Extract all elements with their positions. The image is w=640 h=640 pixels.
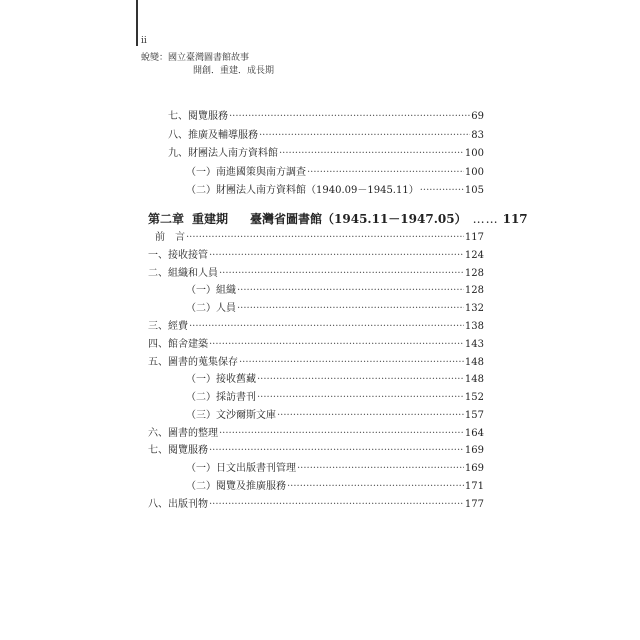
toc-entry-label: 七、閱覽服務 bbox=[168, 111, 228, 122]
toc-entry bbox=[186, 184, 484, 198]
dot-leader bbox=[287, 480, 464, 494]
toc-entry-label: （二）閱覽及推廣服務 bbox=[186, 481, 286, 492]
dot-leader bbox=[277, 409, 464, 423]
toc-entry bbox=[148, 267, 484, 281]
running-head-subtitle: 開創．重建．成長期 bbox=[193, 66, 275, 76]
toc-entry-label: 二、組織和人員 bbox=[148, 268, 218, 279]
toc-entry-label: 九、財團法人南方資料館 bbox=[168, 148, 278, 159]
toc-entry-label: 三、經費 bbox=[148, 321, 188, 332]
toc-entry bbox=[186, 302, 484, 316]
dot-leader bbox=[297, 462, 464, 476]
toc-entry-label: （一）接收舊藏 bbox=[186, 374, 256, 385]
dot-leader bbox=[186, 231, 464, 245]
toc-entry-label: 六、圖書的整理 bbox=[148, 428, 218, 439]
toc-entry-label: 四、館舍建築 bbox=[148, 339, 208, 350]
toc-entry-label: （二）財團法人南方資料館（1940.09－1945.11） bbox=[186, 185, 419, 196]
toc-entry-page: 164 bbox=[464, 428, 484, 439]
toc-entry-page: 157 bbox=[464, 410, 484, 421]
toc-entry-label: （一）組織 bbox=[186, 285, 236, 296]
running-head-title: 蛻變：國立臺灣圖書館故事 bbox=[141, 53, 250, 63]
toc-entry-page: 152 bbox=[464, 392, 484, 403]
toc-entry bbox=[148, 338, 484, 352]
toc-entry-page: 100 bbox=[464, 148, 484, 159]
toc-entry-label: 八、推廣及輔導服務 bbox=[168, 130, 258, 141]
toc-entry bbox=[148, 427, 484, 441]
dot-leader bbox=[420, 184, 464, 198]
dot-leader bbox=[259, 129, 470, 143]
toc-entry-page: 169 bbox=[464, 463, 484, 474]
toc-entry-page: 143 bbox=[464, 339, 484, 350]
toc-entry-page: 124 bbox=[464, 250, 484, 261]
toc-entry-page: 83 bbox=[471, 130, 484, 141]
toc-entry bbox=[148, 444, 484, 458]
toc-entry-label: （二）人員 bbox=[186, 303, 236, 314]
toc-entry-page: 100 bbox=[464, 167, 484, 178]
toc-entry-label: （一）南進國策與南方調查 bbox=[186, 167, 306, 178]
toc-entry-page: 128 bbox=[464, 285, 484, 296]
toc-entry-page: 138 bbox=[464, 321, 484, 332]
chapter-subtitle: 臺灣省圖書館（1945.11－1947.05） bbox=[250, 212, 467, 226]
toc-entry-page: 169 bbox=[464, 445, 484, 456]
toc-entry bbox=[168, 147, 484, 161]
toc-entry bbox=[186, 462, 484, 476]
toc-entry bbox=[186, 391, 484, 405]
chapter-page: 117 bbox=[502, 212, 528, 226]
toc-entry-label: （二）採訪書刊 bbox=[186, 392, 256, 403]
toc-entry bbox=[148, 356, 484, 370]
toc-entry-label: 一、接收接管 bbox=[148, 250, 208, 261]
toc-entry-label: 五、圖書的蒐集保存 bbox=[148, 357, 238, 368]
toc-entry bbox=[148, 320, 484, 334]
dot-leader bbox=[209, 338, 464, 352]
toc-entry bbox=[168, 110, 484, 124]
dot-leader bbox=[189, 320, 464, 334]
toc-entry bbox=[148, 498, 484, 512]
dot-leader bbox=[257, 391, 464, 405]
dot-leader bbox=[239, 356, 464, 370]
chapter-title: 重建期 bbox=[192, 212, 229, 226]
toc-entry bbox=[186, 480, 484, 494]
chapter-heading bbox=[148, 211, 528, 227]
toc-entry bbox=[148, 249, 484, 263]
toc-entry-page: 177 bbox=[464, 499, 484, 510]
toc-entry bbox=[168, 129, 484, 143]
dot-leader bbox=[209, 249, 464, 263]
header-rule bbox=[136, 0, 138, 46]
toc-entry bbox=[186, 373, 484, 387]
dot-leader bbox=[219, 267, 464, 281]
dot-leader bbox=[279, 147, 464, 161]
dot-leader bbox=[229, 110, 470, 124]
dot-leader bbox=[237, 284, 464, 298]
toc-entry-page: 148 bbox=[464, 374, 484, 385]
toc-entry-page: 171 bbox=[464, 481, 484, 492]
toc-entry-page: 128 bbox=[464, 268, 484, 279]
toc-entry-label: （三）文沙爾斯文庫 bbox=[186, 410, 276, 421]
chapter-number: 第二章 bbox=[148, 212, 185, 226]
toc-entry-page: 117 bbox=[464, 232, 484, 243]
dot-leader bbox=[209, 498, 464, 512]
chapter-dot-leader: …… bbox=[472, 212, 499, 226]
toc-entry bbox=[186, 409, 484, 423]
toc-entry-page: 148 bbox=[464, 357, 484, 368]
toc-entry-label: 前 言 bbox=[155, 232, 185, 243]
page-number: ii bbox=[141, 36, 147, 46]
dot-leader bbox=[237, 302, 464, 316]
dot-leader bbox=[209, 444, 464, 458]
toc-entry bbox=[155, 231, 484, 245]
toc-entry-page: 69 bbox=[471, 111, 484, 122]
toc-entry-label: （一）日文出版書刊管理 bbox=[186, 463, 296, 474]
toc-entry bbox=[186, 166, 484, 180]
toc-entry-page: 105 bbox=[464, 185, 484, 196]
dot-leader bbox=[219, 427, 464, 441]
toc-entry-page: 132 bbox=[464, 303, 484, 314]
toc-entry-label: 八、出版刊物 bbox=[148, 499, 208, 510]
toc-entry bbox=[186, 284, 484, 298]
toc-entry-label: 七、閱覽服務 bbox=[148, 445, 208, 456]
dot-leader bbox=[307, 166, 464, 180]
dot-leader bbox=[257, 373, 464, 387]
